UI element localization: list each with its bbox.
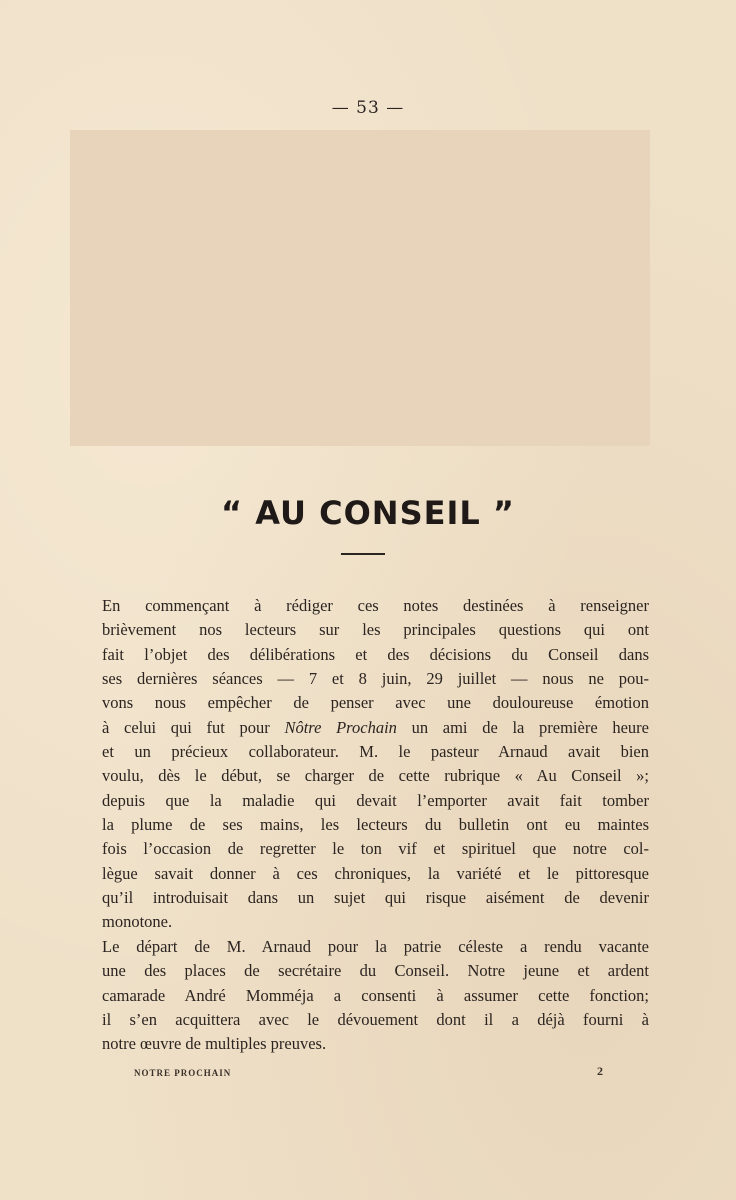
title-divider [341,553,385,555]
text-line [81,716,649,740]
article-title: “ AU CONSEIL ” [221,494,515,532]
text-line: notre œuvre de multiples preuves. [102,1034,327,1054]
image-area [70,130,650,446]
text-line: ses dernières séances — 7 et 8 juin, 29 juillet — nous ne pou- [102,669,649,689]
text-line: qu’il introduisait dans un sujet qui risque aisément de devenir [102,888,649,908]
paragraph-1 [81,594,649,935]
text-fragment: un ami de la première heure [396,717,649,737]
footer-signature-mark: 2 [597,1064,603,1078]
text-line: et un précieux collaborateur. M. le pasteur Arnaud avait bien [102,742,649,762]
text-line: depuis que la maladie qui devait l’emporter avait fait tomber [102,790,649,810]
text-line: la plume de ses mains, les lecteurs du bulletin ont eu maintes [102,815,649,835]
text-line: lègue savait donner à ces chroniques, la variété et le pittoresque [102,863,649,883]
text-line: Le départ de M. Arnaud pour la patrie céleste a rendu vacante [102,936,649,956]
text-line: une des places de secrétaire du Conseil. Notre jeune et ardent [102,961,649,981]
text-line: brièvement nos lecteurs sur les principales questions qui ont [102,620,649,640]
text-line: vons nous empêcher de penser avec une douloureuse émotion [102,693,649,713]
article-body [81,594,649,1057]
text-line: il s’en acquittera avec le dévouement dont il a déjà fourni à [102,1009,649,1029]
text-line: voulu, dès le début, se charger de cette rubrique « Au Conseil »; [102,766,649,786]
footer-publication: NOTRE PROCHAIN [134,1068,232,1078]
text-line: fois l’occasion de regretter le ton vif et spirituel que notre col- [102,839,649,859]
page-number: — 53 — [331,98,405,118]
publication-title: Nôtre Prochain [284,717,397,737]
text-line: fait l’objet des délibérations et des décisions du Conseil dans [102,644,649,664]
text-line: monotone. [102,912,173,932]
text-fragment: à celui qui fut pour [102,717,285,737]
text-line: En commençant à rédiger ces notes destinées à renseigner [102,596,649,615]
paragraph-2 [81,935,649,1057]
text-line: camarade André Momméja a consenti à assumer cette fonction; [102,985,649,1005]
